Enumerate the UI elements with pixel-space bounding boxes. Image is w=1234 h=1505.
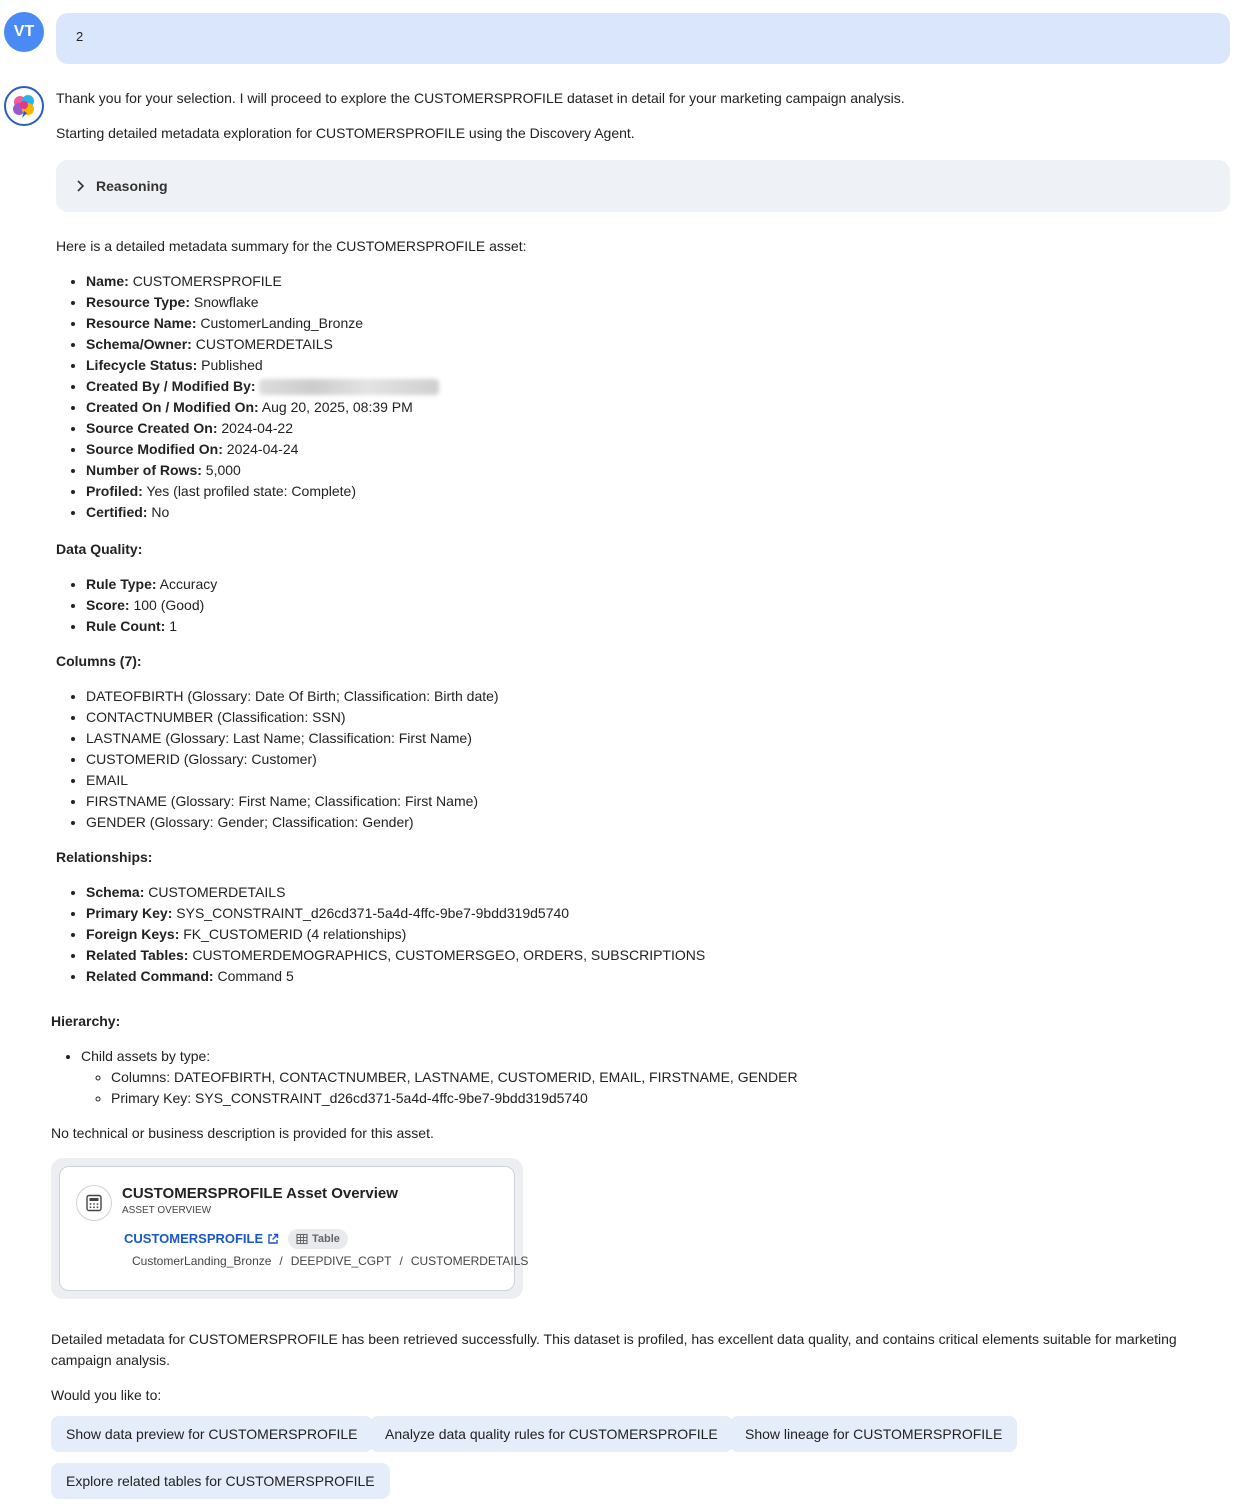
intro-line-1: Thank you for your selection. I will proceed to explore the CUSTOMERSPROFILE dataset in detail for your marketing campaign analysis. (56, 90, 905, 106)
columns-heading: Columns (7): (56, 653, 142, 669)
metadata-value: Yes (last profiled state: Complete) (146, 483, 357, 499)
asset-breadcrumb (124, 1252, 529, 1270)
relationships-heading: Relationships: (56, 849, 153, 865)
asset-overview-card (59, 1166, 529, 1291)
metadata-label: Certified: (86, 504, 148, 520)
columns-list (56, 686, 499, 833)
metadata-item (86, 439, 439, 460)
metadata-label: Profiled: (86, 483, 143, 499)
reasoning-toggle[interactable] (56, 160, 1230, 212)
dq-label: Rule Type: (86, 576, 157, 592)
metadata-label: Created By / Modified By: (86, 378, 256, 394)
hierarchy-list (51, 1046, 798, 1109)
suggestion-lineage-button[interactable]: Show lineage for CUSTOMERSPROFILE (730, 1416, 1017, 1452)
metadata-list (56, 271, 439, 523)
dq-value: 1 (169, 618, 178, 634)
metadata-value: CustomerLanding_Bronze (200, 315, 364, 331)
metadata-label: Source Modified On: (86, 441, 223, 457)
asset-link[interactable] (124, 1231, 279, 1246)
rel-value: FK_CUSTOMERID (4 relationships) (183, 926, 407, 942)
data-quality-item (86, 595, 217, 616)
hierarchy-subitem: ◦ Primary Key: SYS_CONSTRAINT_d26cd371-5a4d-4ffc-9be7-9bdd319d5740 (111, 1088, 798, 1109)
hierarchy-subitem: ◦ Columns: DATEOFBIRTH, CONTACTNUMBER, LASTNAME, CUSTOMERID, EMAIL, FIRSTNAME, GENDER (111, 1067, 798, 1088)
dq-label: Score: (86, 597, 130, 613)
metadata-item (86, 292, 439, 313)
breadcrumb-item[interactable]: DEEPDIVE_CGPT (290, 1254, 392, 1268)
dq-value: Accuracy (159, 576, 218, 592)
follow-up-prompt: Would you like to: (51, 1387, 162, 1403)
rel-label: Primary Key: (86, 905, 173, 921)
card-title: CUSTOMERSPROFILE Asset Overview (122, 1185, 398, 1202)
rel-value: Command 5 (217, 968, 294, 984)
metadata-label: Created On / Modified On: (86, 399, 259, 415)
metadata-item (86, 355, 439, 376)
dq-value: 100 (Good) (133, 597, 205, 613)
column-item: • EMAIL (86, 770, 499, 791)
metadata-label: Source Created On: (86, 420, 218, 436)
asset-link-label[interactable]: CUSTOMERSPROFILE (124, 1231, 264, 1246)
user-initials: VT (13, 23, 35, 40)
user-message-text: 2 (76, 29, 84, 44)
data-quality-item (86, 574, 217, 595)
relationships-list (56, 882, 705, 987)
user-message-bubble (56, 13, 1230, 64)
rel-value: SYS_CONSTRAINT_d26cd371-5a4d-4ffc-9be7-9bdd319d5740 (176, 905, 570, 921)
relationship-item (86, 882, 705, 903)
metadata-value: Snowflake (193, 294, 259, 310)
assistant-avatar (4, 86, 44, 126)
metadata-item (86, 271, 439, 292)
external-link-icon[interactable] (267, 1233, 279, 1245)
metadata-item (86, 313, 439, 334)
data-quality-heading: Data Quality: (56, 541, 143, 557)
reasoning-label: Reasoning (96, 178, 168, 194)
data-quality-list (56, 574, 217, 637)
summary-intro: Here is a detailed metadata summary for the CUSTOMERSPROFILE asset: (56, 238, 527, 254)
card-icon-wrapper (76, 1185, 112, 1221)
closing-text: Detailed metadata for CUSTOMERSPROFILE has been retrieved successfully. This dataset is profiled, has excellent data quality, and contains critical elements suitable for marketing campaign analysis. (51, 1331, 1177, 1368)
brain-logo-icon (9, 91, 39, 121)
metadata-label: Resource Name: (86, 315, 197, 331)
relationship-item (86, 903, 705, 924)
asset-type-label: Table (312, 1233, 340, 1245)
user-avatar (4, 12, 44, 52)
metadata-item (86, 502, 439, 523)
metadata-item (86, 418, 439, 439)
column-item: • FIRSTNAME (Glossary: First Name; Classification: First Name) (86, 791, 499, 812)
hierarchy-sublist (81, 1067, 798, 1109)
rel-label: Schema: (86, 884, 145, 900)
metadata-value: CUSTOMERSPROFILE (132, 273, 282, 289)
metadata-item (86, 460, 439, 481)
column-item: • GENDER (Glossary: Gender; Classification: Gender) (86, 812, 499, 833)
metadata-label: Lifecycle Status: (86, 357, 198, 373)
suggestion-data-preview-button[interactable]: Show data preview for CUSTOMERSPROFILE (51, 1416, 373, 1452)
breadcrumb-item[interactable]: CUSTOMERDETAILS (410, 1254, 529, 1268)
calculator-icon (85, 1194, 103, 1212)
metadata-label: Schema/Owner: (86, 336, 192, 352)
metadata-item (86, 397, 439, 418)
table-icon (296, 1233, 308, 1245)
rel-label: Related Command: (86, 968, 214, 984)
metadata-value: 5,000 (205, 462, 241, 478)
intro-line-2: Starting detailed metadata exploration for CUSTOMERSPROFILE using the Discovery Agent. (56, 125, 635, 141)
breadcrumb-separator: / (279, 1254, 283, 1268)
metadata-item (86, 376, 439, 397)
metadata-item (86, 334, 439, 355)
hierarchy-heading: Hierarchy: (51, 1013, 121, 1029)
suggestion-related-tables-button[interactable]: Explore related tables for CUSTOMERSPROFILE (51, 1463, 390, 1499)
breadcrumb-separator: / (399, 1254, 403, 1268)
column-item: • CONTACTNUMBER (Classification: SSN) (86, 707, 499, 728)
redacted-user-name (259, 379, 439, 395)
metadata-label: Number of Rows: (86, 462, 202, 478)
metadata-value: Aug 20, 2025, 08:39 PM (261, 399, 413, 415)
column-item: • LASTNAME (Glossary: Last Name; Classification: First Name) (86, 728, 499, 749)
rel-value: CUSTOMERDETAILS (148, 884, 286, 900)
hierarchy-item (81, 1046, 798, 1109)
metadata-item (86, 481, 439, 502)
metadata-value: 2024-04-24 (226, 441, 299, 457)
card-subtitle: ASSET OVERVIEW (122, 1205, 212, 1216)
metadata-value: 2024-04-22 (221, 420, 293, 436)
rel-label: Related Tables: (86, 947, 189, 963)
hierarchy-item-label: Child assets by type: (81, 1048, 211, 1064)
dq-label: Rule Count: (86, 618, 166, 634)
relationship-item (86, 966, 705, 987)
column-item: • CUSTOMERID (Glossary: Customer) (86, 749, 499, 770)
no-description-note: No technical or business description is provided for this asset. (51, 1125, 434, 1141)
metadata-value: No (151, 504, 170, 520)
data-quality-item (86, 616, 217, 637)
chevron-right-icon (76, 180, 86, 192)
relationship-item (86, 924, 705, 945)
asset-type-tag (288, 1229, 348, 1249)
metadata-label: Resource Type: (86, 294, 190, 310)
metadata-label: Name: (86, 273, 129, 289)
suggestion-data-quality-button[interactable]: Analyze data quality rules for CUSTOMERSPROFILE (370, 1416, 733, 1452)
relationship-item (86, 945, 705, 966)
metadata-value: CUSTOMERDETAILS (195, 336, 333, 352)
column-item: • DATEOFBIRTH (Glossary: Date Of Birth; Classification: Birth date) (86, 686, 499, 707)
rel-value: CUSTOMERDEMOGRAPHICS, CUSTOMERSGEO, ORDERS, SUBSCRIPTIONS (192, 947, 706, 963)
rel-label: Foreign Keys: (86, 926, 180, 942)
metadata-value: Published (201, 357, 263, 373)
breadcrumb-item[interactable]: CustomerLanding_Bronze (132, 1254, 272, 1268)
